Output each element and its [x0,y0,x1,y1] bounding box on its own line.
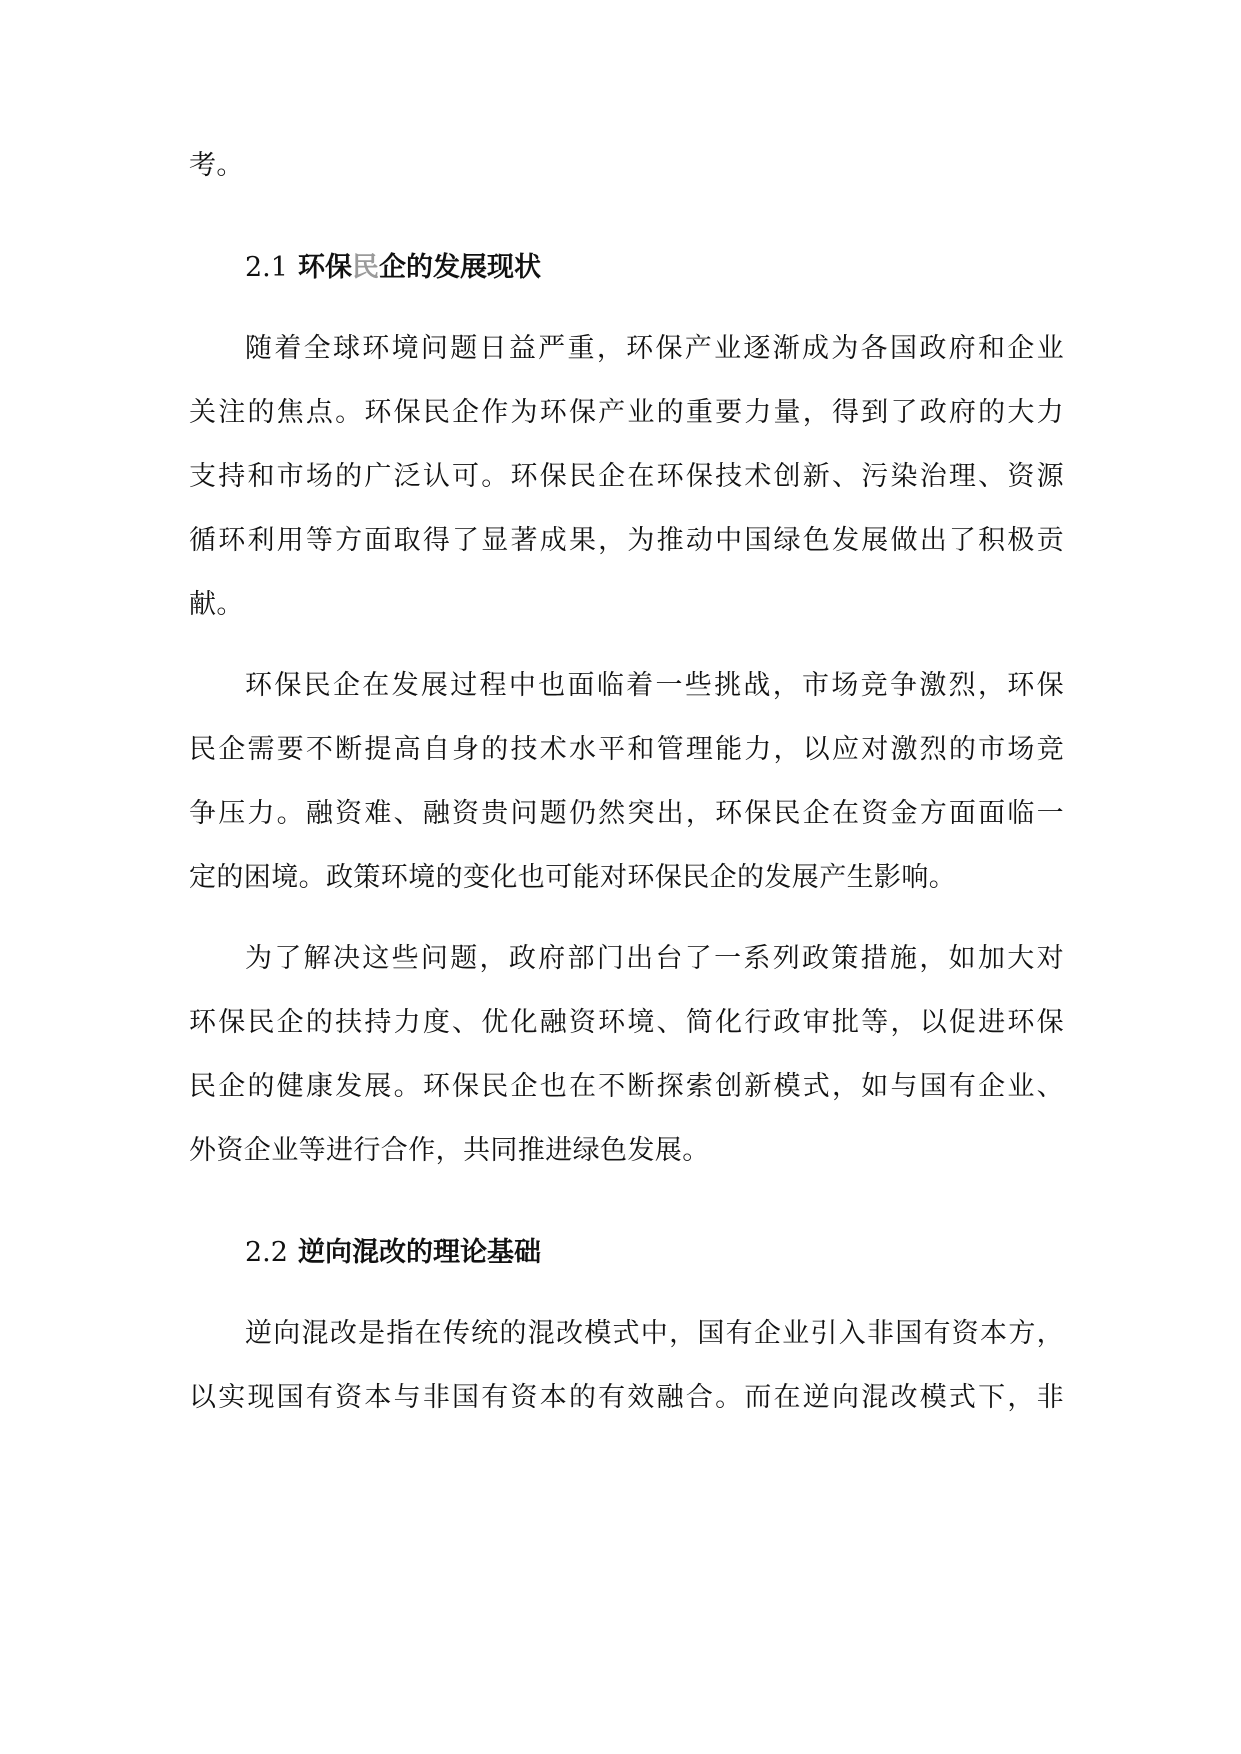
section-heading-2-2 [189,1221,1064,1285]
paragraph [189,654,1064,910]
text-line: 民企的健康发展。环保民企也在不断探索创新模式，如与国有企业、 [189,1071,1064,1102]
section-number: 2.2 [245,1237,288,1268]
text-line: 随着全球环境问题日益严重，环保产业逐渐成为各国政府和企业 [245,333,1064,364]
text-line: 为了解决这些问题，政府部门出台了一系列政策措施，如加大对 [245,943,1064,974]
text-line: 循环利用等方面取得了显著成果，为推动中国绿色发展做出了积极贡 [189,525,1064,556]
spacer [189,637,1064,654]
text-line: 献。 [189,589,244,620]
text-line: 逆向混改是指在传统的混改模式中，国有企业引入非国有资本方， [245,1318,1064,1349]
spacer [189,910,1064,927]
text-line: 关注的焦点。环保民企作为环保产业的重要力量，得到了政府的大力 [189,397,1064,428]
text-line: 民企需要不断提高自身的技术水平和管理能力，以应对激烈的市场竞 [189,734,1064,765]
section-number: 2.1 [245,252,288,283]
text-line: 以实现国有资本与非国有资本的有效融合。而在逆向混改模式下，非 [189,1382,1064,1413]
section-title-part: 企的发展现状 [378,252,541,283]
paragraph [189,927,1064,1183]
paragraph [189,1302,1064,1430]
text-line: 环保民企在发展过程中也面临着一些挑战，市场竞争激烈，环保 [245,670,1064,701]
text-line: 环保民企的扶持力度、优化融资环境、简化行政审批等，以促进环保 [189,1007,1064,1038]
text-line: 外资企业等进行合作，共同推进绿色发展。 [189,1135,710,1166]
paragraph [189,317,1064,637]
document-body [189,134,1064,1430]
text-line: 定的困境。政策环境的变化也可能对环保民企的发展产生影响。 [189,862,957,893]
spacer [189,1285,1064,1302]
section-title: 逆向混改的理论基础 [297,1237,541,1268]
section-heading-2-1 [189,236,1064,300]
opening-line: 考。 [189,150,244,181]
spacer [189,198,1064,236]
spacer [189,300,1064,317]
text-line: 争压力。融资难、融资贵问题仍然突出，环保民企在资金方面面临一 [189,798,1064,829]
section-title-highlight: 民 [351,252,379,283]
spacer [189,1183,1064,1221]
text-line: 支持和市场的广泛认可。环保民企在环保技术创新、污染治理、资源 [189,461,1064,492]
section-title-part: 环保 [297,252,352,283]
